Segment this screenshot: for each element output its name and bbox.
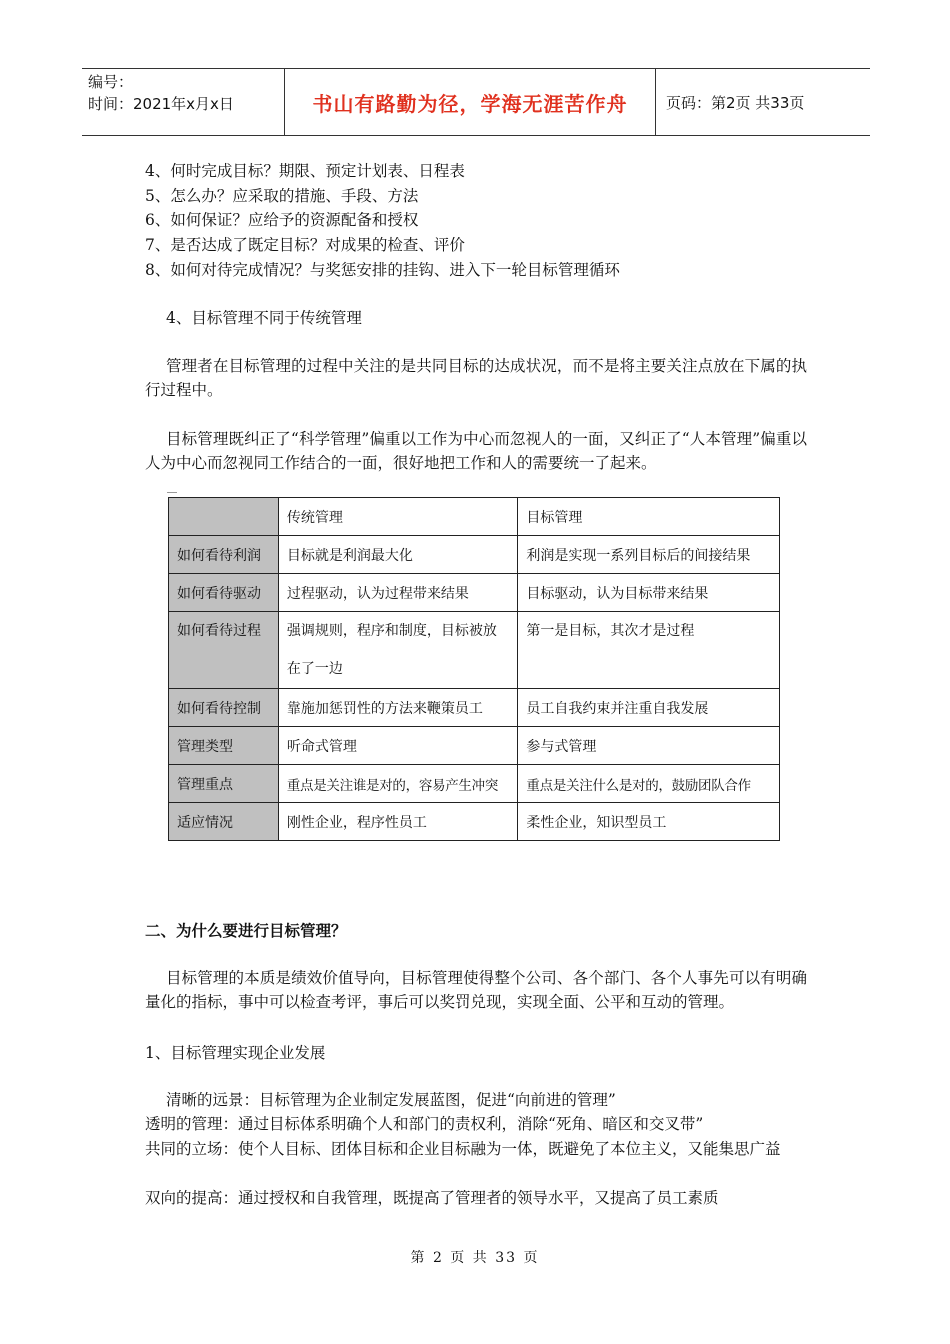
list-item: 8、如何对待完成情况？与奖惩安排的挂钩、进入下一轮目标管理循环 (145, 261, 620, 279)
table-row (169, 612, 780, 689)
list-item: 双向的提高：通过授权和自我管理，既提高了管理者的领导水平，又提高了员工素质 (145, 1189, 719, 1207)
list-item: 共同的立场：使个人目标、团体目标和企业目标融为一体，既避免了本位主义，又能集思广益 (145, 1140, 781, 1158)
cell-traditional: 目标就是利润最大化 (278, 536, 518, 574)
cell-traditional: 靠施加惩罚性的方法来鞭策员工 (278, 689, 518, 727)
cell-traditional: 过程驱动，认为过程带来结果 (278, 574, 518, 612)
table-row (169, 536, 780, 574)
table-corner-cell (169, 498, 279, 536)
header-page-number: 页码：第2页 共33页 (666, 93, 805, 112)
list-item: 5、怎么办？应采取的措施、手段、方法 (145, 187, 419, 205)
column-header-traditional: 传统管理 (278, 498, 518, 536)
table-row (169, 727, 780, 765)
cell-traditional: 听命式管理 (278, 727, 518, 765)
table-row (169, 803, 780, 841)
row-label: 如何看待驱动 (169, 574, 279, 612)
table-row (169, 689, 780, 727)
cell-mbo: 第一是目标，其次才是过程 (518, 612, 780, 689)
paragraph: 目标管理的本质是绩效价值导向，目标管理使得整个公司、各个部门、各个人事先可以有明确量化的指标，事中可以检查考评，事后可以奖罚兑现，实现全面、公平和互动的管理。 (145, 969, 807, 1011)
column-header-mbo: 目标管理 (518, 498, 780, 536)
list-item: 7、是否达成了既定目标？对成果的检查、评价 (145, 236, 465, 254)
paragraph: 目标管理既纠正了“科学管理”偏重以工作为中心而忽视人的一面，又纠正了“人本管理”偏重以人为中心而忽视同工作结合的一面，很好地把工作和人的需要统一了起来。 (145, 430, 807, 472)
cell-traditional: 重点是关注谁是对的，容易产生冲突 (278, 765, 518, 803)
paragraph: 管理者在目标管理的过程中关注的是共同目标的达成状况，而不是将主要关注点放在下属的执行过程中。 (145, 357, 807, 399)
row-label: 管理重点 (169, 765, 279, 803)
header-meta (82, 69, 284, 135)
list-item: 透明的管理：通过目标体系明确个人和部门的责权利，消除“死角、暗区和交叉带” (145, 1115, 704, 1133)
comparison-table (168, 497, 780, 841)
row-label: 管理类型 (169, 727, 279, 765)
cell-traditional: 刚性企业，程序性员工 (278, 803, 518, 841)
section-heading: 4、目标管理不同于传统管理 (166, 309, 362, 327)
table-row (169, 765, 780, 803)
header-time: 时间：2021年x月x日 (88, 95, 234, 113)
list-item: 清晰的远景：目标管理为企业制定发展蓝图，促进“向前进的管理” (166, 1091, 616, 1109)
row-label: 如何看待控制 (169, 689, 279, 727)
section-heading: 二、为什么要进行目标管理？ (145, 921, 347, 940)
subsection-heading: 1、目标管理实现企业发展 (145, 1044, 326, 1062)
cell-mbo: 重点是关注什么是对的，鼓励团队合作 (518, 765, 780, 803)
table-row (169, 574, 780, 612)
page-header (82, 68, 870, 136)
cell-mbo: 参与式管理 (518, 727, 780, 765)
table-anchor-mark (167, 492, 177, 493)
cell-mbo: 利润是实现一系列目标后的间接结果 (518, 536, 780, 574)
cell-traditional: 强调规则，程序和制度，目标被放在了一边 (278, 612, 518, 689)
list-item: 4、何时完成目标？期限、预定计划表、日程表 (145, 162, 465, 180)
header-number: 编号： (88, 73, 134, 91)
cell-mbo: 目标驱动，认为目标带来结果 (518, 574, 780, 612)
table-header-row (169, 498, 780, 536)
cell-mbo: 柔性企业，知识型员工 (518, 803, 780, 841)
row-label: 适应情况 (169, 803, 279, 841)
row-label: 如何看待利润 (169, 536, 279, 574)
cell-mbo: 员工自我约束并注重自我发展 (518, 689, 780, 727)
list-item: 6、如何保证？应给予的资源配备和授权 (145, 211, 419, 229)
page-footer: 第 2 页 共 33 页 (410, 1250, 540, 1266)
row-label: 如何看待过程 (169, 612, 279, 689)
header-motto: 书山有路勤为径，学海无涯苦作舟 (284, 69, 656, 135)
